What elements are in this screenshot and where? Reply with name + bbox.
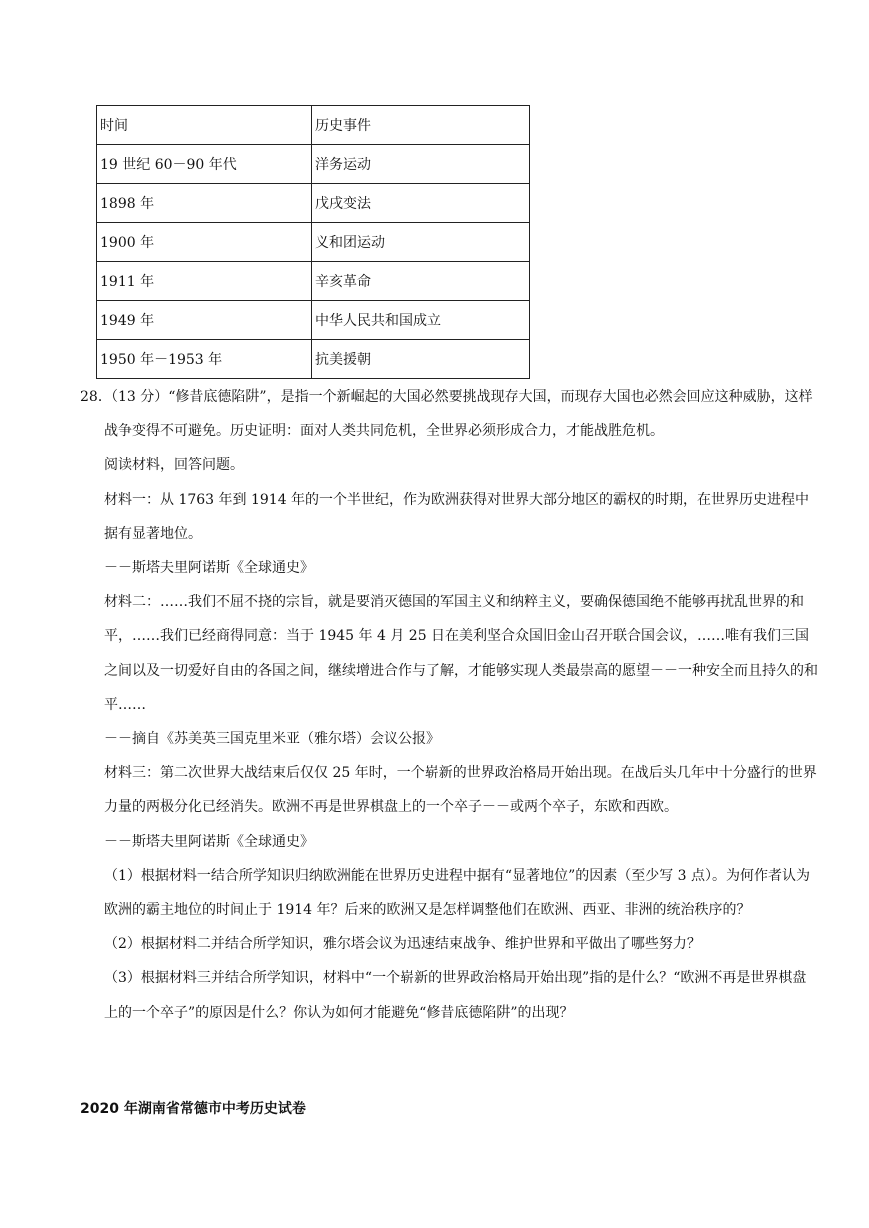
question-prompt: 阅读材料，回答问题。 [104, 457, 244, 474]
material-3-source: －－斯塔夫里阿诺斯《全球通史》 [104, 833, 314, 850]
material-2-source: －－摘自《苏美英三国克里米亚（雅尔塔）会议公报》 [104, 731, 440, 748]
table-cell-event: 洋务运动 [311, 145, 529, 184]
table-row [97, 145, 530, 184]
material-3: 材料三：第二次世界大战结束后仅仅 25 年时，一个崭新的世界政治格局开始出现。在战后头几年中十分盛行的世界力量的两极分化已经消失。欧洲不再是世界棋盘上的一个卒子－－或两个卒子，东欧和西欧。 [104, 765, 817, 816]
table-row [97, 223, 530, 262]
history-events-table [96, 105, 530, 379]
table-cell-event: 抗美援朝 [311, 340, 529, 379]
table-cell-event: 辛亥革命 [311, 262, 529, 301]
material-2: 材料二：……我们不屈不挠的宗旨，就是要消灭德国的军国主义和纳粹主义，要确保德国绝不能够再扰乱世界的和平，……我们已经商得同意：当于 1945 年 4 月 25 日在美利坚合众国旧金山召开联合国会议，……唯有我们三国之间以及一切爱好自由的各国之间，继续增进合作与了解，才能够实现人类最崇高的愿望－－一种安全而且持久的和平…… [104, 594, 818, 713]
table-row [97, 262, 530, 301]
table-row [97, 301, 530, 340]
table-row [97, 340, 530, 379]
table-cell-time: 1950 年－1953 年 [97, 340, 312, 379]
question-number: 28． [80, 389, 112, 405]
sub-question-1: （1）根据材料一结合所学知识归纳欧洲能在世界历史进程中据有“显著地位”的因素（至少写 3 点）。为何作者认为欧洲的霸主地位的时间止于 1914 年？后来的欧洲又是怎样调整他们在欧洲、西亚、非洲的统治秩序的？ [104, 867, 811, 919]
table-header-event: 历史事件 [311, 106, 529, 145]
table-cell-event: 中华人民共和国成立 [311, 301, 529, 340]
material-1-source: －－斯塔夫里阿诺斯《全球通史》 [104, 560, 314, 577]
sub-question-2: （2）根据材料二并结合所学知识，雅尔塔会议为迅速结束战争、维护世界和平做出了哪些努力？ [104, 936, 701, 953]
table-cell-time: 1949 年 [97, 301, 312, 340]
question-intro [80, 380, 820, 448]
table-row [97, 184, 530, 223]
table-cell-time: 1898 年 [97, 184, 312, 223]
sub-question-3: （3）根据材料三并结合所学知识，材料中“一个崭新的世界政治格局开始出现”指的是什么？“欧洲不再是世界棋盘上的一个卒子”的原因是什么？你认为如何才能避免“修昔底德陷阱”的出现？ [104, 970, 807, 1021]
table-header-time: 时间 [97, 106, 312, 145]
exam-title: 2020 年湖南省常德市中考历史试卷 [80, 1101, 306, 1117]
table-cell-time: 1911 年 [97, 262, 312, 301]
table-header-row [97, 106, 530, 145]
table-cell-event: 义和团运动 [311, 223, 529, 262]
question-intro-text: （13 分）“修昔底德陷阱”，是指一个新崛起的大国必然要挑战现存大国，而现存大国也必然会回应这种威胁，这样战争变得不可避免。历史证明：面对人类共同危机，全世界必须形成合力，才能战胜危机。 [104, 389, 813, 440]
table-cell-event: 戊戌变法 [311, 184, 529, 223]
material-1: 材料一：从 1763 年到 1914 年的一个半世纪，作为欧洲获得对世界大部分地区的霸权的时期，在世界历史进程中据有显著地位。 [104, 491, 810, 542]
table-cell-time: 19 世纪 60－90 年代 [97, 145, 312, 184]
question-28 [80, 380, 820, 1030]
table-cell-time: 1900 年 [97, 223, 312, 262]
